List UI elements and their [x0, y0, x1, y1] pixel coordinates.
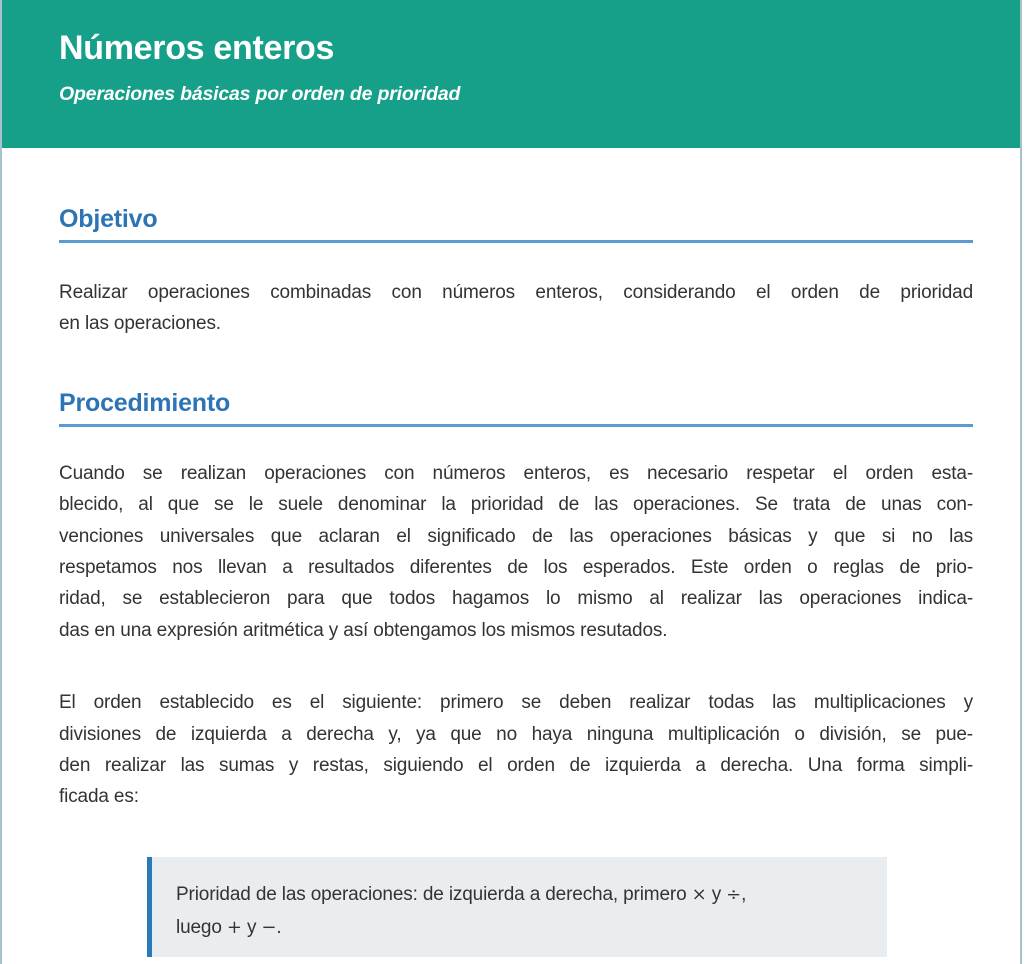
text-line: El orden establecido es el siguiente: primero se deben realizar todas las multiplicaciones y [59, 692, 973, 714]
procedimiento-paragraph-1 [59, 458, 973, 646]
text-line: das en una expresión aritmética y así obtengamos los mismos resutados. [59, 619, 668, 641]
text-line: Cuando se realizan operaciones con números enteros, es necesario respetar el orden esta- [59, 462, 973, 484]
document-body [2, 205, 1020, 957]
text-line: ridad, se establecieron para que todos hagamos lo mismo al realizar las operaciones indica- [59, 588, 973, 610]
procedimiento-paragraph-2 [59, 687, 973, 813]
math-operator: ÷ [726, 883, 742, 905]
page-title: Números enteros [59, 29, 335, 67]
section-heading-procedimiento: Procedimiento [59, 389, 973, 427]
math-operator: + [226, 916, 242, 938]
text-line: Realizar operaciones combinadas con números enteros, considerando el orden de prioridad [59, 282, 973, 303]
text-line: Prioridad de las operaciones: de izquierda a derecha, primero × y ÷, [176, 883, 747, 905]
math-operator: × [691, 883, 707, 905]
text-line: ficada es: [59, 786, 139, 808]
priority-rule-callout [147, 857, 887, 957]
section-heading-objetivo: Objetivo [59, 205, 973, 243]
page-subtitle: Operaciones básicas por orden de prioridad [59, 83, 461, 105]
text-line: den realizar las sumas y restas, siguiendo el orden de izquierda a derecha. Una forma simpli- [59, 755, 973, 777]
math-operator: − [261, 916, 277, 938]
text-line: luego + y −. [176, 916, 282, 938]
text-line: divisiones de izquierda a derecha y, ya que no haya ninguna multiplicación o división, se pue- [59, 723, 973, 745]
text-line: venciones universales que aclaran el significado de las operaciones básicas y que si no las [59, 525, 973, 547]
objetivo-paragraph [59, 277, 973, 340]
text-line: en las operaciones. [59, 313, 221, 335]
text-line: blecido, al que se le suele denominar la prioridad de las operaciones. Se trata de unas con- [59, 494, 973, 516]
title-banner [2, 0, 1020, 148]
text-line: respetamos nos llevan a resultados diferentes de los esperados. Este orden o reglas de prio- [59, 557, 973, 579]
